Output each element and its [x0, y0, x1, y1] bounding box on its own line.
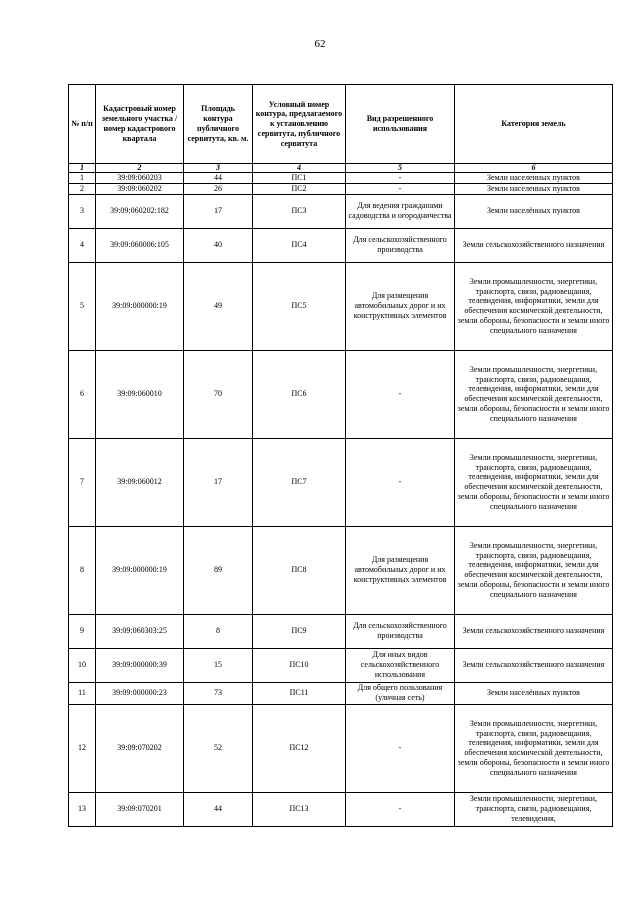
column-number: 3	[184, 164, 253, 173]
column-number: 1	[69, 164, 96, 173]
header-cell: Категория земель	[455, 85, 613, 164]
area: 70	[184, 350, 253, 438]
cadastral-number: 39:09:060010	[96, 350, 184, 438]
cadastral-number: 39:09:060012	[96, 438, 184, 526]
permitted-use: Для размещения автомобильных дорог и их конструктивных элементов	[346, 526, 455, 614]
table-row	[69, 173, 613, 184]
area: 8	[184, 614, 253, 648]
cadastral-number: 39:09:070202	[96, 704, 184, 792]
row-number: 13	[69, 792, 96, 826]
row-number: 6	[69, 350, 96, 438]
cadastral-number: 39:09:060203	[96, 173, 184, 184]
row-number: 12	[69, 704, 96, 792]
row-number: 1	[69, 173, 96, 184]
row-number: 11	[69, 682, 96, 704]
land-category: Земли населённых пунктов	[455, 194, 613, 228]
table-row	[69, 438, 613, 526]
cadastral-number: 39:09:000000:23	[96, 682, 184, 704]
permitted-use: -	[346, 350, 455, 438]
table-row	[69, 183, 613, 194]
contour-number: ПС2	[253, 183, 346, 194]
area: 44	[184, 792, 253, 826]
row-number: 2	[69, 183, 96, 194]
header-cell: Условный номер контура, предлагаемого к установлению сервитута, публичного сервитута	[253, 85, 346, 164]
row-number: 5	[69, 262, 96, 350]
row-number: 9	[69, 614, 96, 648]
contour-number: ПС9	[253, 614, 346, 648]
contour-number: ПС1	[253, 173, 346, 184]
contour-number: ПС5	[253, 262, 346, 350]
land-category: Земли населенных пунктов	[455, 183, 613, 194]
area: 26	[184, 183, 253, 194]
contour-number: ПС8	[253, 526, 346, 614]
land-category: Земли промышленности, энергетики, транспорта, связи, радиовещания, телевидения, информатики, земли для обеспечения космической деятельности, земли обороны, безопасности и земли иного специального назначения	[455, 262, 613, 350]
column-number: 6	[455, 164, 613, 173]
table-row	[69, 194, 613, 228]
land-category: Земли промышленности, энергетики, транспорта, связи, радиовещания, телевидения, информатики, земли для обеспечения космической деятельности, земли обороны, безопасности и земли иного специального назначения	[455, 438, 613, 526]
row-number: 8	[69, 526, 96, 614]
column-number-row	[69, 164, 613, 173]
contour-number: ПС4	[253, 228, 346, 262]
row-number: 10	[69, 648, 96, 682]
cadastral-number: 39:09:060006:105	[96, 228, 184, 262]
permitted-use: Для сельскохозяйственного производства	[346, 228, 455, 262]
row-number: 7	[69, 438, 96, 526]
land-category: Земли населённых пунктов	[455, 682, 613, 704]
land-category: Земли населенных пунктов	[455, 173, 613, 184]
area: 44	[184, 173, 253, 184]
permitted-use: Для ведения гражданами садоводства и огородничества	[346, 194, 455, 228]
land-category: Земли сельскохозяйственного назначения	[455, 228, 613, 262]
contour-number: ПС13	[253, 792, 346, 826]
land-category: Земли промышленности, энергетики, транспорта, связи, радиовещания, телевидения, информатики, земли для обеспечения космической деятельности, земли обороны, безопасности и земли иного специального назначения	[455, 526, 613, 614]
land-category: Земли сельскохозяйственного назначения	[455, 614, 613, 648]
land-category: Земли промышленности, энергетики, транспорта, связи, радиовещания, телевидения,	[455, 792, 613, 826]
table-row	[69, 228, 613, 262]
land-category: Земли промышленности, энергетики, транспорта, связи, радиовещания, телевидения, информатики, земли для обеспечения космической деятельности, земли обороны, безопасности и земли иного специального назначения	[455, 704, 613, 792]
table-row	[69, 682, 613, 704]
header-cell: Кадастровый номер земельного участка /номер кадастрового квартала	[96, 85, 184, 164]
permitted-use: -	[346, 704, 455, 792]
column-number: 2	[96, 164, 184, 173]
permitted-use: Для иных видов сельскохозяйственного использования	[346, 648, 455, 682]
contour-number: ПС11	[253, 682, 346, 704]
contour-number: ПС7	[253, 438, 346, 526]
cadastral-number: 39:09:000000:19	[96, 526, 184, 614]
area: 89	[184, 526, 253, 614]
table-row	[69, 614, 613, 648]
row-number: 4	[69, 228, 96, 262]
contour-number: ПС3	[253, 194, 346, 228]
cadastral-number: 39:09:070201	[96, 792, 184, 826]
easement-table	[68, 84, 613, 827]
column-number: 5	[346, 164, 455, 173]
table-row	[69, 526, 613, 614]
area: 17	[184, 194, 253, 228]
cadastral-number: 39:09:060202:182	[96, 194, 184, 228]
permitted-use: -	[346, 183, 455, 194]
table-row	[69, 262, 613, 350]
column-number: 4	[253, 164, 346, 173]
area: 15	[184, 648, 253, 682]
contour-number: ПС6	[253, 350, 346, 438]
header-cell: Площадь контура публичного сервитута, кв. м.	[184, 85, 253, 164]
area: 17	[184, 438, 253, 526]
permitted-use: -	[346, 173, 455, 184]
permitted-use: Для общего пользования (уличная сеть)	[346, 682, 455, 704]
cadastral-number: 39:09:060202	[96, 183, 184, 194]
cadastral-number: 39:09:060303:25	[96, 614, 184, 648]
cadastral-number: 39:09:000000:19	[96, 262, 184, 350]
table-row	[69, 350, 613, 438]
permitted-use: Для сельскохозяйственного производства	[346, 614, 455, 648]
header-cell: Вид разрешенного использования	[346, 85, 455, 164]
page-number: 62	[314, 38, 326, 50]
area: 52	[184, 704, 253, 792]
row-number: 3	[69, 194, 96, 228]
header-row	[69, 85, 613, 164]
permitted-use: Для размещения автомобильных дорог и их конструктивных элементов	[346, 262, 455, 350]
contour-number: ПС10	[253, 648, 346, 682]
header-cell: № п/п	[69, 85, 96, 164]
table-row	[69, 792, 613, 826]
permitted-use: -	[346, 438, 455, 526]
cadastral-number: 39:09:000000:39	[96, 648, 184, 682]
table-row	[69, 648, 613, 682]
permitted-use: -	[346, 792, 455, 826]
table-row	[69, 704, 613, 792]
area: 73	[184, 682, 253, 704]
area: 49	[184, 262, 253, 350]
area: 40	[184, 228, 253, 262]
contour-number: ПС12	[253, 704, 346, 792]
land-category: Земли сельскохозяйственного назначения	[455, 648, 613, 682]
land-category: Земли промышленности, энергетики, транспорта, связи, радиовещания, телевидения, информатики, земли для обеспечения космической деятельности, земли обороны, безопасности и земли иного специального назначения	[455, 350, 613, 438]
